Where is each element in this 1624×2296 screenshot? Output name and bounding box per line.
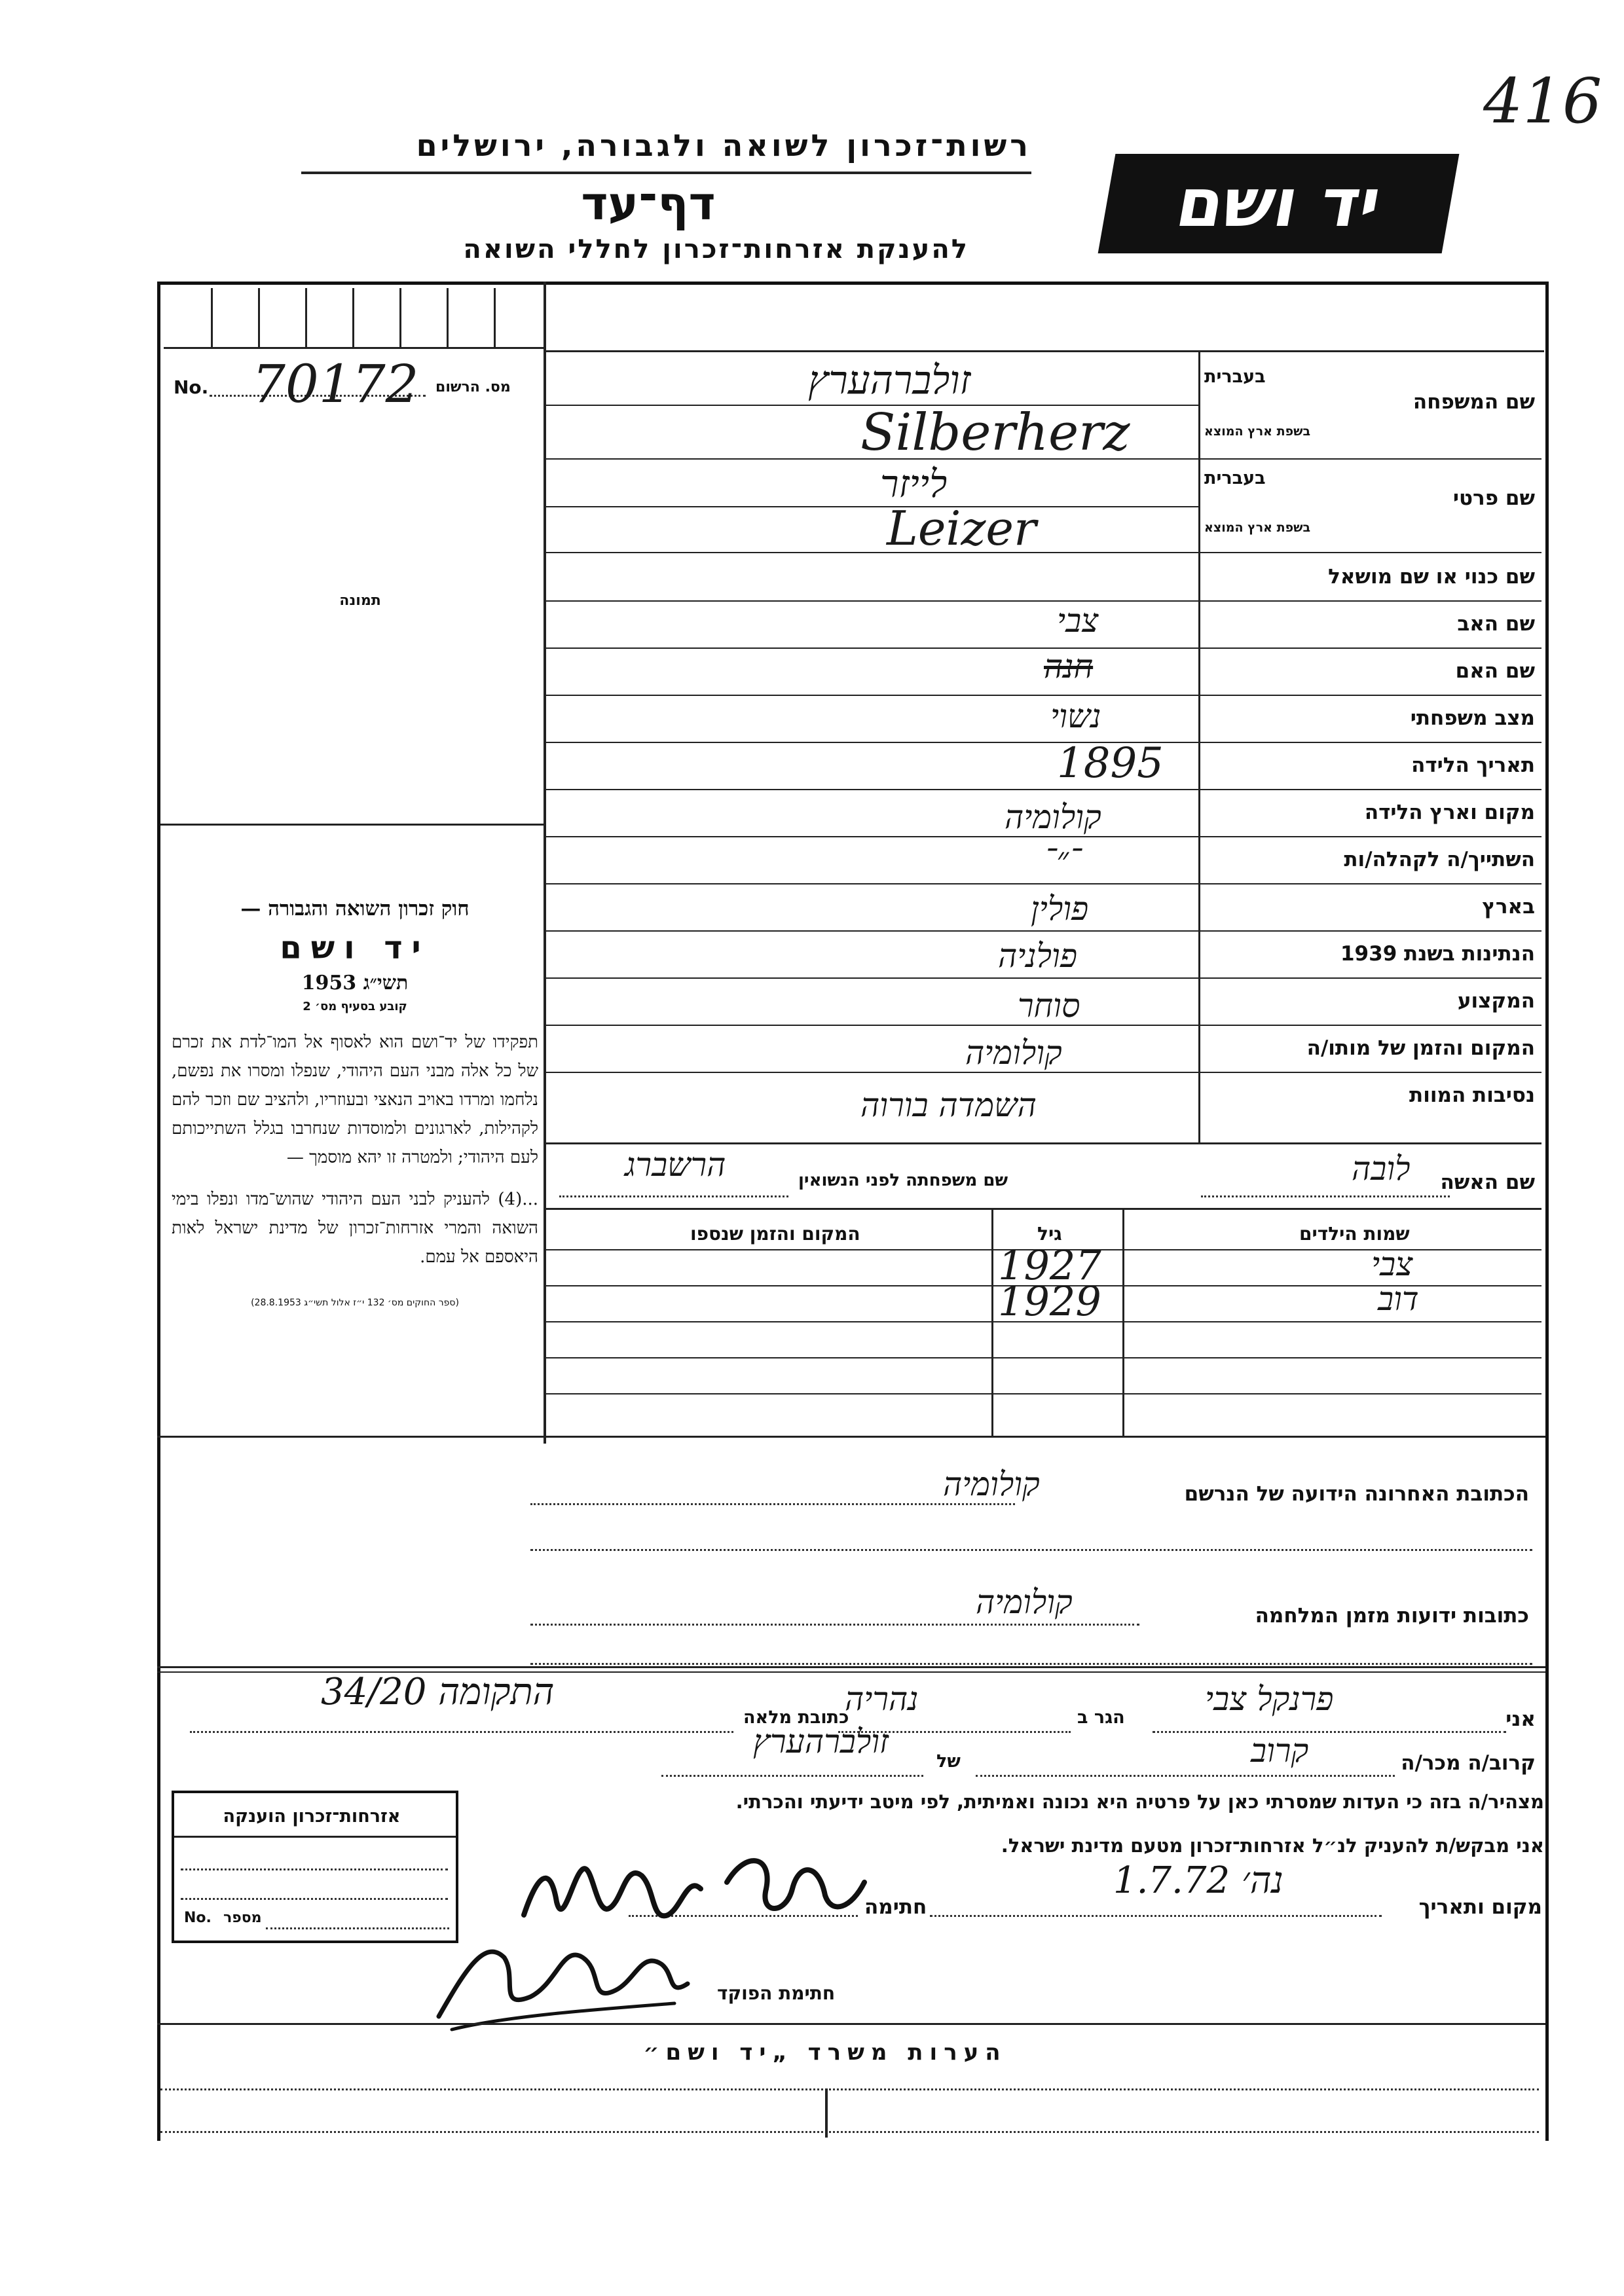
top-boxes: [164, 288, 544, 347]
field-death-circumstances: [546, 1072, 1541, 1124]
field-country: [546, 883, 1541, 932]
field-value: ־״־: [1044, 840, 1082, 878]
field-given-name: [546, 460, 1541, 556]
child-name: צבי: [1371, 1245, 1413, 1283]
wife-maiden-label: שם משפחתה לפני הנשואין: [798, 1171, 1008, 1190]
table-row: [546, 1277, 1541, 1325]
decl-address-label: כתובת מלאה: [743, 1707, 849, 1728]
photo-label: תמונה: [339, 592, 381, 609]
field-sublabel-hebrew: בעברית: [1204, 367, 1266, 387]
law-name: יד ושם: [280, 930, 430, 966]
children-table: [546, 1210, 1541, 1436]
wife-value: לובה: [1352, 1150, 1411, 1188]
field-label: השתייך/ה לקהלה/ות: [1344, 848, 1535, 871]
field-mother-name: [546, 647, 1541, 696]
decl-i-label: אני: [1505, 1707, 1536, 1731]
child-name: דוב: [1378, 1280, 1419, 1318]
war-address-row: [524, 1552, 1542, 1669]
field-birth-place: [546, 789, 1541, 837]
field-label: תאריך הלידה: [1411, 754, 1535, 777]
decl-city: נהריה: [845, 1680, 919, 1718]
decl-place-date-label: מקום ותאריך: [1418, 1895, 1542, 1919]
field-value: נשוי: [1050, 697, 1101, 735]
field-value: השמדה בורוה: [860, 1086, 1037, 1124]
field-value: סוחר: [1018, 987, 1080, 1025]
field-label: שם האם: [1455, 659, 1535, 683]
field-citizenship-1939: [546, 930, 1541, 979]
field-father-name: [546, 600, 1541, 649]
decl-request: אני מבקש/ת להעניק לנ״ל אזרחות־זכרון מטעם מדינת ישראל.: [1001, 1834, 1544, 1857]
field-label: שם האב: [1457, 612, 1535, 636]
field-label: מצב משפחתי: [1410, 706, 1535, 730]
field-label: שם פרטי: [1452, 486, 1535, 510]
decl-resides-label: הגר ב: [1077, 1707, 1125, 1728]
field-label: מקום וארץ הלידה: [1364, 801, 1535, 824]
law-citation: (ספר החוקים מס׳ 132 י״ז אלול תשי״ג 28.8.1953): [251, 1298, 459, 1308]
decl-relative-label: קרוב/ה מכר/ה: [1401, 1751, 1536, 1775]
law-year: תשי״ג 1953: [301, 972, 409, 994]
citizenship-granted-box: [172, 1791, 458, 1943]
official-signature-label: חתימת הפוקד: [717, 1982, 836, 2004]
child-age: 1929: [998, 1277, 1101, 1325]
form-subtitle: להענקת אזרחות־זכרון לחללי השואה: [463, 234, 969, 264]
field-value-latin: Silberherz: [860, 403, 1130, 462]
field-nickname: [546, 553, 1541, 602]
law-paragraph-2: ...(4) להעניק לבני העם היהודי שהוש־מדו ונפלו בימי השואה והמרי אזרחות־זכרון של מדינת ישראל לאות היאספם אל עמם.: [172, 1190, 538, 1267]
field-value-latin: Leizer: [887, 501, 1037, 556]
authority-name: רשות־זכרון לשואה ולגבורה, ירושלים: [416, 128, 1031, 163]
field-birth-date: [546, 739, 1541, 790]
logo-text: יד ושם: [1170, 164, 1387, 242]
decl-statement: מצהיר/ה בזה כי העדות שמסרתי כאן על פרטיה היא נכונה ואמיתית, לפי מיטב ידיעתי והכרתי.: [735, 1791, 1544, 1813]
form-title: דף־עד: [581, 177, 716, 230]
notes-divider: [825, 2088, 828, 2138]
last-address-value: קולומיה: [943, 1465, 1040, 1503]
wife-label: שם האשה: [1440, 1171, 1535, 1194]
field-community: [546, 836, 1541, 884]
war-address-value: קולומיה: [976, 1583, 1073, 1621]
official-signature: [426, 1918, 701, 2036]
field-label: המקום והזמן של מותו/ה: [1306, 1036, 1535, 1060]
field-value: חנה: [1044, 647, 1094, 685]
field-sublabel-origin: בשפת ארץ המוצא: [1204, 424, 1311, 439]
law-section-ref: קובע בסעיף מס׳ 2: [303, 1000, 407, 1013]
field-value: 1895: [1057, 739, 1164, 788]
field-marital-status: [546, 695, 1541, 743]
wife-row: [546, 1144, 1541, 1205]
field-death-place-time: [546, 1025, 1541, 1073]
registration-label-en: No.: [174, 376, 209, 398]
authority-underline: [301, 172, 1031, 174]
children-header-names: שמות הילדים: [1299, 1223, 1410, 1245]
registration-value: 70172: [252, 354, 419, 414]
field-label: הנתינות בשנת 1939: [1340, 942, 1535, 966]
decl-of-label: של: [936, 1751, 961, 1772]
field-label: נסיבות המוות: [1409, 1084, 1535, 1107]
yad-vashem-logo: [1098, 154, 1460, 253]
citizenship-box-title: אזרחות־זכרון הוענקה: [223, 1806, 401, 1827]
field-value-hebrew: זולברהערץ: [808, 357, 971, 403]
law-paragraph-1: תפקידו של יד־ושם הוא לאסוף אל המו־לדת את זכרם של כל אלה מבני העם היהודי, שנפלו ומסרו את נפשם, נלחמו ומרדו באויב הנאצי ובעוזריו, ולהציב שם וזכר להם לקהילות, לארגונים ולמוסדות שנחרבו בגלל השתייכותם לעם היהודי; ולמטרה זו יהא מוסמך —: [172, 1032, 538, 1167]
field-sublabel-origin: בשפת ארץ המוצא: [1204, 520, 1311, 535]
decl-address: התקומה 34/20: [321, 1671, 555, 1713]
decl-declarant: פרנקל צבי: [1205, 1680, 1334, 1718]
wife-maiden-value: הרשברג: [625, 1146, 726, 1184]
field-value-hebrew: לייזר: [880, 462, 948, 506]
field-label: בארץ: [1482, 895, 1535, 919]
field-sublabel-hebrew: בעברית: [1204, 468, 1266, 488]
decl-relation: קרוב: [1251, 1732, 1309, 1770]
field-label: שם כנוי או שם מושאל: [1328, 565, 1535, 589]
decl-place-date: נה׳ 1.7.72: [1113, 1859, 1283, 1902]
last-address-label: הכתובת האחרונה הידועה של הנרשם: [1184, 1482, 1529, 1506]
declaration-line-2: [164, 1722, 1539, 1784]
decl-of-value: זולברהערץ: [753, 1722, 889, 1760]
registration-label-he: מס. הרשום: [435, 379, 511, 395]
registration-number: [167, 354, 540, 414]
page-number: 416: [1483, 65, 1602, 137]
child-age: 1927: [998, 1241, 1101, 1289]
office-notes: הערות משרד „יד ושם״: [643, 2039, 1007, 2066]
field-value: פולניה: [998, 937, 1078, 975]
photo-bottom-border: [160, 824, 545, 826]
decl-signature-label: חתימה: [864, 1895, 927, 1919]
war-address-label: כתובות ידועות מזמן המלחמה: [1255, 1604, 1529, 1628]
children-header-age: גיל: [1037, 1223, 1062, 1245]
citizenship-box-number-label: מספר: [223, 1910, 262, 1926]
field-value: קולומיה: [965, 1034, 1062, 1072]
children-header-place: המקום והזמן שנספו: [690, 1223, 860, 1245]
field-profession: [546, 977, 1541, 1026]
field-label: שם המשפחה: [1412, 390, 1535, 414]
law-title: חוק זכרון השואה והגבורה —: [240, 897, 470, 920]
field-value: צבי: [1057, 602, 1099, 640]
field-family-name: [546, 352, 1541, 460]
field-value: קולומיה: [1005, 798, 1101, 836]
citizenship-box-no: No.: [184, 1910, 212, 1926]
law-section: [172, 897, 538, 1308]
field-value: פולין: [1031, 890, 1089, 928]
field-label: המקצוע: [1457, 989, 1535, 1013]
